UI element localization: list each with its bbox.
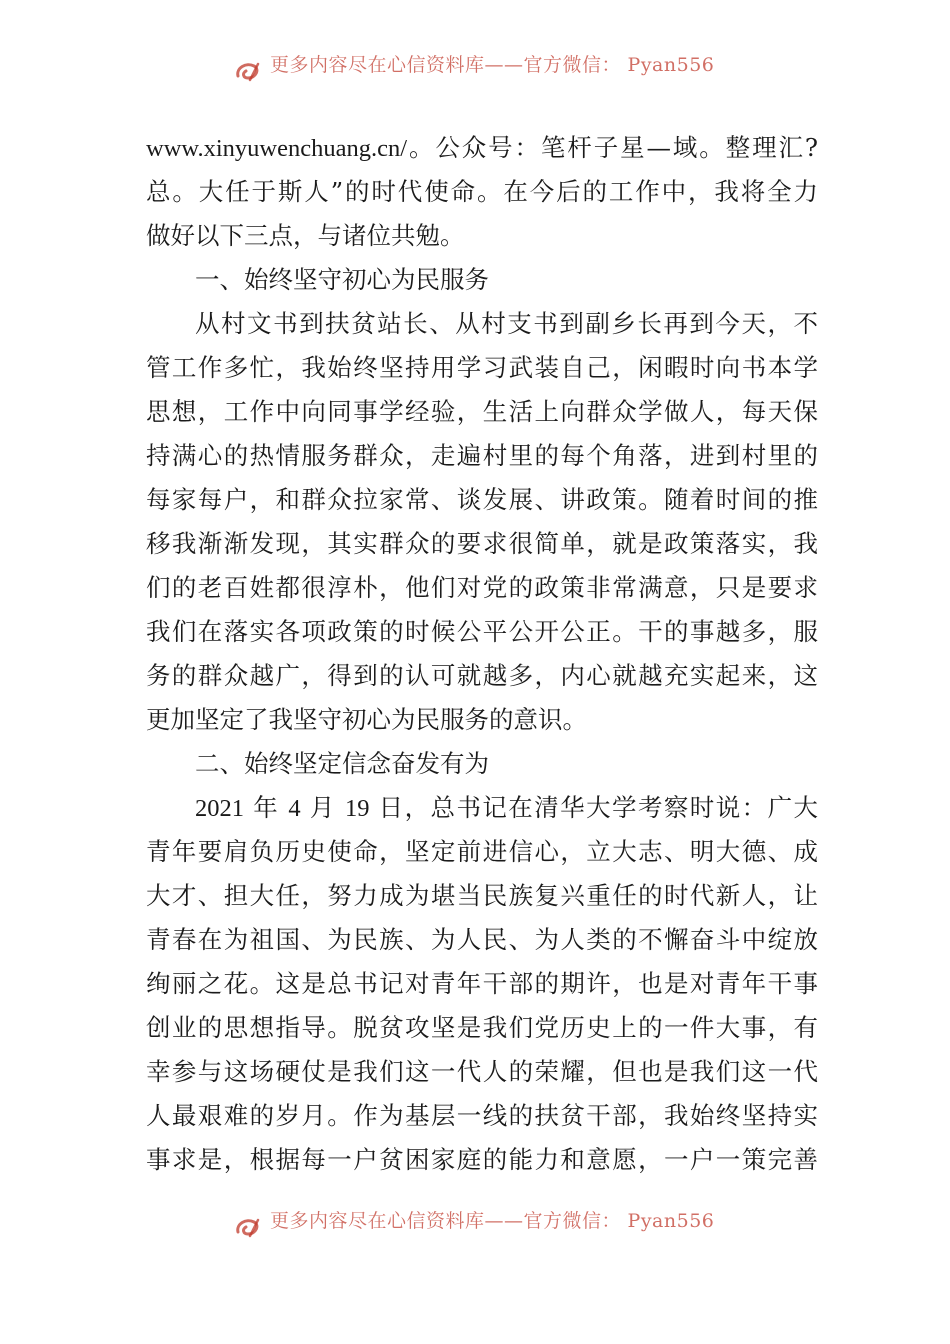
text-line-3: 做好以下三点，与诸位共勉。	[146, 221, 465, 250]
paragraph-line: 务的群众越广，得到的认可就越多，内心就越充实起来，这	[146, 661, 818, 690]
paragraph-line: 事求是，根据每一户贫困家庭的能力和意愿，一户一策完善	[146, 1145, 818, 1174]
paragraph-line-date: 2021 年 4 月 19 日，总书记在清华大学考察时说：广大	[195, 793, 818, 822]
text-line-1: www.xinyuwenchuang.cn/。公众号：笔杆子星—域。整理汇?	[146, 133, 818, 162]
paragraph-line: 幸参与这场硬仗是我们这一代人的荣耀，但也是我们这一代	[146, 1057, 818, 1086]
paragraph-line: 管工作多忙，我始终坚持用学习武装自己，闲暇时向书本学	[146, 353, 818, 382]
footer-watermark-text: 更多内容尽在心信资料库——官方微信： Pyan556	[270, 1209, 715, 1232]
document-body	[146, 126, 818, 1182]
paragraph-line: 大才、担大任，努力成为堪当民族复兴重任的时代新人，让	[146, 881, 818, 910]
header-watermark-text: 更多内容尽在心信资料库——官方微信： Pyan556	[270, 53, 715, 76]
pen-swirl-logo-icon	[232, 1212, 264, 1244]
paragraph-line: 我们在落实各项政策的时候公平公开公正。干的事越多，服	[146, 617, 818, 646]
paragraph-line: 每家每户，和群众拉家常、谈发展、讲政策。随着时间的推	[146, 485, 818, 514]
paragraph-line: 更加坚定了我坚守初心为民服务的意识。	[146, 705, 587, 734]
paragraph-line: 青年要肩负历史使命，坚定前进信心，立大志、明大德、成	[146, 837, 818, 866]
section-heading-1: 一、始终坚守初心为民服务	[195, 265, 489, 294]
section-heading-2: 二、始终坚定信念奋发有为	[195, 749, 489, 778]
paragraph-line: 人最艰难的岁月。作为基层一线的扶贫干部，我始终坚持实	[146, 1101, 818, 1130]
website-url: www.xinyuwenchuang.cn/	[146, 135, 408, 162]
paragraph-line: 移我渐渐发现，其实群众的要求很简单，就是政策落实，我	[146, 529, 818, 558]
paragraph-line: 绚丽之花。这是总书记对青年干部的期许，也是对青年干事	[146, 969, 818, 998]
footer-watermark	[0, 1208, 950, 1248]
paragraph-line: 创业的思想指导。脱贫攻坚是我们党历史上的一件大事，有	[146, 1013, 818, 1042]
paragraph-line: 从村文书到扶贫站长、从村支书到副乡长再到今天，不	[195, 309, 818, 338]
paragraph-line: 青春在为祖国、为民族、为人民、为人类的不懈奋斗中绽放	[146, 925, 818, 954]
text-line-2: 总。大任于斯人”的时代使命。在今后的工作中，我将全力	[146, 177, 818, 206]
pen-swirl-logo-icon	[232, 56, 264, 88]
paragraph-line: 持满心的热情服务群众，走遍村里的每个角落，进到村里的	[146, 441, 818, 470]
paragraph-line: 思想，工作中向同事学经验，生活上向群众学做人，每天保	[146, 397, 818, 426]
header-watermark	[0, 52, 950, 92]
paragraph-line: 们的老百姓都很淳朴，他们对党的政策非常满意，只是要求	[146, 573, 818, 602]
